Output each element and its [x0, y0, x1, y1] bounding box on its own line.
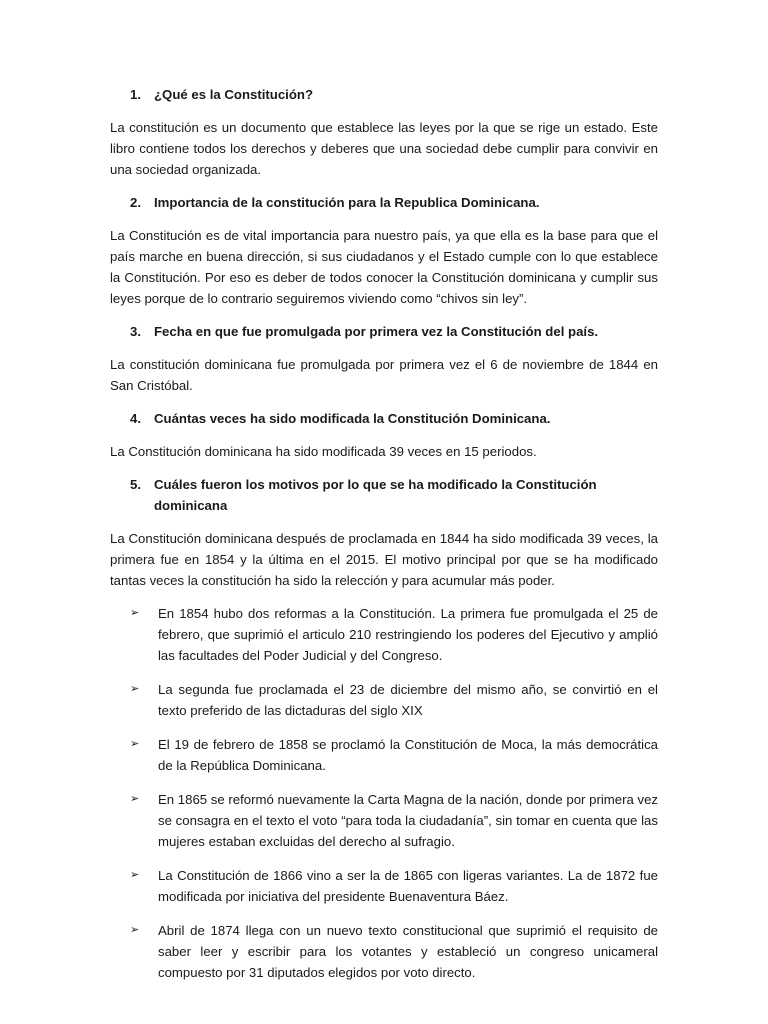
- arrow-bullet-icon: ➢: [130, 607, 140, 619]
- question-text: Fecha en que fue promulgada por primera vez la Constitución del país.: [154, 324, 599, 339]
- list-item: [110, 734, 658, 776]
- bullet-text: El 19 de febrero de 1858 se proclamó la Constitución de Moca, la más democrática de la República Dominicana.: [158, 737, 658, 773]
- answer-paragraph-1: La constitución es un documento que establece las leyes por la que se rige un estado. Este libro contiene todos los derechos y deberes que una sociedad debe cumplir para convivir en una sociedad organizada.: [110, 120, 658, 177]
- arrow-bullet-icon: ➢: [130, 869, 140, 881]
- bullet-text: En 1865 se reformó nuevamente la Carta Magna de la nación, donde por primera vez se consagra en el texto el voto “para toda la ciudadanía”, sin tomar en cuenta que las mujeres estaban excluidas del derecho al sufragio.: [158, 792, 658, 849]
- answer-paragraph-2: La Constitución es de vital importancia para nuestro país, ya que ella es la base para que el país marche en buena dirección, si sus ciudadanos y el Estado cumple con lo que establece la Constitución. Por eso es deber de todos conocer la Constitución dominicana y cumplir sus leyes porque de lo contrario seguiremos viviendo como “chivos sin ley”.: [110, 228, 658, 306]
- question-number: 2.: [130, 195, 141, 210]
- answer-paragraph-4: La Constitución dominicana ha sido modificada 39 veces en 15 periodos.: [110, 444, 537, 459]
- bullet-text: La segunda fue proclamada el 23 de diciembre del mismo año, se convirtió en el texto preferido de las dictaduras del siglo XIX: [158, 682, 658, 718]
- list-item: [110, 603, 658, 666]
- arrow-bullet-icon: ➢: [130, 924, 140, 936]
- list-item: [110, 679, 658, 721]
- question-heading-1: [110, 84, 658, 105]
- list-item: [110, 865, 658, 907]
- arrow-bullet-icon: ➢: [130, 683, 140, 695]
- arrow-bullet-icon: ➢: [130, 793, 140, 805]
- question-text: Cuáles fueron los motivos por lo que se ha modificado la Constitución dominicana: [154, 477, 597, 513]
- list-item: [110, 920, 658, 983]
- answer-paragraph-3: La constitución dominicana fue promulgada por primera vez el 6 de noviembre de 1844 en San Cristóbal.: [110, 357, 658, 393]
- question-number: 3.: [130, 324, 141, 339]
- question-heading-3: [110, 321, 658, 342]
- question-text: Cuántas veces ha sido modificada la Constitución Dominicana.: [154, 411, 551, 426]
- question-number: 4.: [130, 411, 141, 426]
- question-number: 5.: [130, 477, 141, 492]
- reform-bullet-list: [110, 603, 658, 983]
- bullet-text: La Constitución de 1866 vino a ser la de 1865 con ligeras variantes. La de 1872 fue modificada por iniciativa del presidente Buenaventura Báez.: [158, 868, 658, 904]
- bullet-text: Abril de 1874 llega con un nuevo texto constitucional que suprimió el requisito de saber leer y escribir para los votantes y estableció un congreso unicameral compuesto por 31 diputados elegidos por voto directo.: [158, 923, 658, 980]
- answer-paragraph-5: La Constitución dominicana después de proclamada en 1844 ha sido modificada 39 veces, la primera fue en 1854 y la última en el 2015. El motivo principal por que se ha modificado tantas veces la constitución ha sido la relección y para acumular más poder.: [110, 531, 658, 588]
- question-text: ¿Qué es la Constitución?: [154, 87, 313, 102]
- list-item: [110, 789, 658, 852]
- question-heading-5: [110, 474, 658, 516]
- question-number: 1.: [130, 87, 141, 102]
- question-text: Importancia de la constitución para la Republica Dominicana.: [154, 195, 540, 210]
- document-body: [110, 84, 658, 996]
- question-heading-2: [110, 192, 658, 213]
- question-heading-4: [110, 408, 658, 429]
- arrow-bullet-icon: ➢: [130, 738, 140, 750]
- bullet-text: En 1854 hubo dos reformas a la Constitución. La primera fue promulgada el 25 de febrero, que suprimió el articulo 210 restringiendo los poderes del Ejecutivo y amplió las facultades del Poder Judicial y del Congreso.: [158, 606, 658, 663]
